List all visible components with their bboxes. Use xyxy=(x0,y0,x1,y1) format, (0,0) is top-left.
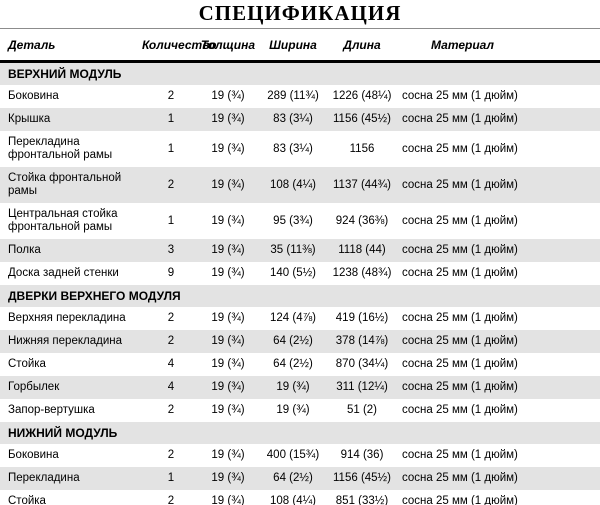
quantity-cell: 4 xyxy=(167,381,175,393)
table-row xyxy=(0,330,600,353)
thickness-cell: 19 (¾) xyxy=(211,495,245,505)
material-cell: сосна 25 мм (1 дюйм) xyxy=(402,214,518,227)
thickness-cell: 19 (¾) xyxy=(211,267,245,279)
table-row xyxy=(0,376,600,399)
table-row xyxy=(0,262,600,285)
page-title: СПЕЦИФИКАЦИЯ xyxy=(198,1,402,25)
table-row xyxy=(0,490,600,505)
material-cell: сосна 25 мм (1 дюйм) xyxy=(402,449,518,461)
length-cell: 914 (36) xyxy=(340,449,384,461)
part-cell: Перекладина фронтальной рамы xyxy=(8,136,113,161)
material-cell: сосна 25 мм (1 дюйм) xyxy=(402,267,518,279)
material-cell: сосна 25 мм (1 дюйм) xyxy=(402,495,518,505)
length-cell: 419 (16½) xyxy=(335,312,389,324)
material-cell: сосна 25 мм (1 дюйм) xyxy=(402,358,518,370)
material-cell: сосна 25 мм (1 дюйм) xyxy=(402,335,518,347)
length-cell: 1137 (44¾) xyxy=(333,178,391,191)
column-header-detail: Деталь xyxy=(0,29,142,62)
quantity-cell: 2 xyxy=(167,312,175,324)
width-cell: 400 (15¾) xyxy=(266,449,320,461)
width-cell: 140 (5½) xyxy=(269,267,317,279)
section-header-label: ВЕРХНИЙ МОДУЛЬ xyxy=(8,67,122,81)
length-cell: 870 (34¼) xyxy=(335,358,389,370)
length-cell: 1156 xyxy=(349,142,375,155)
part-cell: Боковина xyxy=(8,90,59,102)
length-cell: 311 (12¼) xyxy=(336,381,388,393)
table-row xyxy=(0,307,600,330)
quantity-cell: 2 xyxy=(167,404,175,416)
table-row xyxy=(0,131,600,167)
material-cell: сосна 25 мм (1 дюйм) xyxy=(402,381,518,393)
material-cell: сосна 25 мм (1 дюйм) xyxy=(402,178,518,191)
section-header-label: НИЖНИЙ МОДУЛЬ xyxy=(8,426,118,440)
table-row xyxy=(0,239,600,262)
quantity-cell: 2 xyxy=(167,335,175,347)
column-header-length: Длина xyxy=(330,29,394,62)
thickness-cell: 19 (¾) xyxy=(211,244,245,256)
thickness-cell: 19 (¾) xyxy=(211,472,245,484)
quantity-cell: 1 xyxy=(167,472,175,484)
width-cell: 108 (4¼) xyxy=(269,495,317,505)
header-row xyxy=(0,29,600,62)
width-cell: 64 (2½) xyxy=(273,335,313,347)
part-cell: Горбылек xyxy=(8,381,60,393)
quantity-cell: 9 xyxy=(167,267,175,279)
column-header-thickness: Толщина xyxy=(200,29,256,62)
part-cell: Стойка фронтальной рамы xyxy=(8,172,122,197)
length-cell: 1156 (45½) xyxy=(333,113,391,125)
section-header-row xyxy=(0,62,600,86)
material-cell: сосна 25 мм (1 дюйм) xyxy=(402,142,518,155)
length-cell: 51 (2) xyxy=(346,404,378,416)
section-header-row xyxy=(0,285,600,307)
length-cell: 1118 (44) xyxy=(338,244,386,256)
quantity-cell: 2 xyxy=(167,178,175,191)
quantity-cell: 2 xyxy=(167,90,175,102)
width-cell: 289 (11¾) xyxy=(267,90,319,102)
thickness-cell: 19 (¾) xyxy=(211,381,245,393)
width-cell: 95 (3¾) xyxy=(273,214,313,227)
table-row xyxy=(0,444,600,467)
width-cell: 108 (4¼) xyxy=(269,178,317,191)
thickness-cell: 19 (¾) xyxy=(211,90,245,102)
column-header-width: Ширина xyxy=(256,29,330,62)
part-cell: Верхняя перекладина xyxy=(8,312,126,324)
column-header-quantity: Количество xyxy=(142,29,200,62)
section-header-label: ДВЕРКИ ВЕРХНЕГО МОДУЛЯ xyxy=(8,289,181,303)
part-cell: Доска задней стенки xyxy=(8,267,119,279)
quantity-cell: 2 xyxy=(167,495,175,505)
table-header xyxy=(0,29,600,62)
part-cell: Полка xyxy=(8,244,41,256)
part-cell: Стойка xyxy=(8,495,46,505)
width-cell: 64 (2½) xyxy=(273,358,313,370)
thickness-cell: 19 (¾) xyxy=(211,312,245,324)
width-cell: 83 (3¼) xyxy=(273,113,313,125)
thickness-cell: 19 (¾) xyxy=(211,358,245,370)
width-cell: 35 (11⅜) xyxy=(270,244,316,256)
width-cell: 64 (2½) xyxy=(273,472,313,484)
table-row xyxy=(0,167,600,203)
quantity-cell: 1 xyxy=(167,142,175,155)
part-cell: Перекладина xyxy=(8,472,80,484)
length-cell: 924 (36⅜) xyxy=(335,214,389,227)
thickness-cell: 19 (¾) xyxy=(211,142,245,155)
part-cell: Центральная стойка фронтальной рамы xyxy=(8,208,118,233)
part-cell: Крышка xyxy=(8,113,51,125)
quantity-cell: 4 xyxy=(167,358,175,370)
length-cell: 1156 (45½) xyxy=(333,472,391,484)
quantity-cell: 1 xyxy=(167,113,175,125)
material-cell: сосна 25 мм (1 дюйм) xyxy=(402,113,518,125)
specification-table xyxy=(0,29,600,505)
table-row xyxy=(0,399,600,422)
material-cell: сосна 25 мм (1 дюйм) xyxy=(402,90,518,102)
width-cell: 19 (¾) xyxy=(276,381,310,393)
quantity-cell: 3 xyxy=(167,244,175,256)
material-cell: сосна 25 мм (1 дюйм) xyxy=(402,472,518,484)
thickness-cell: 19 (¾) xyxy=(211,335,245,347)
thickness-cell: 19 (¾) xyxy=(211,404,245,416)
thickness-cell: 19 (¾) xyxy=(211,449,245,461)
thickness-cell: 19 (¾) xyxy=(211,113,245,125)
table-row xyxy=(0,353,600,376)
width-cell: 83 (3¼) xyxy=(273,142,313,155)
material-cell: сосна 25 мм (1 дюйм) xyxy=(402,404,518,416)
quantity-cell: 1 xyxy=(167,214,175,227)
width-cell: 19 (¾) xyxy=(276,404,310,416)
column-header-material: Материал xyxy=(394,29,600,62)
part-cell: Стойка xyxy=(8,358,46,370)
section-header-row xyxy=(0,422,600,444)
part-cell: Нижняя перекладина xyxy=(8,335,122,347)
table-row xyxy=(0,203,600,239)
length-cell: 1226 (48¼) xyxy=(332,90,392,102)
material-cell: сосна 25 мм (1 дюйм) xyxy=(402,244,518,256)
part-cell: Запор-вертушка xyxy=(8,404,95,416)
table-row xyxy=(0,467,600,490)
table-row xyxy=(0,85,600,108)
thickness-cell: 19 (¾) xyxy=(211,214,245,227)
part-cell: Боковина xyxy=(8,449,59,461)
material-cell: сосна 25 мм (1 дюйм) xyxy=(402,312,518,324)
table-row xyxy=(0,108,600,131)
length-cell: 851 (33½) xyxy=(335,495,389,505)
quantity-cell: 2 xyxy=(167,449,175,461)
table-body xyxy=(0,62,600,505)
thickness-cell: 19 (¾) xyxy=(211,178,245,191)
length-cell: 378 (14⅞) xyxy=(335,335,389,347)
width-cell: 124 (4⅞) xyxy=(269,312,317,324)
length-cell: 1238 (48¾) xyxy=(332,267,392,279)
